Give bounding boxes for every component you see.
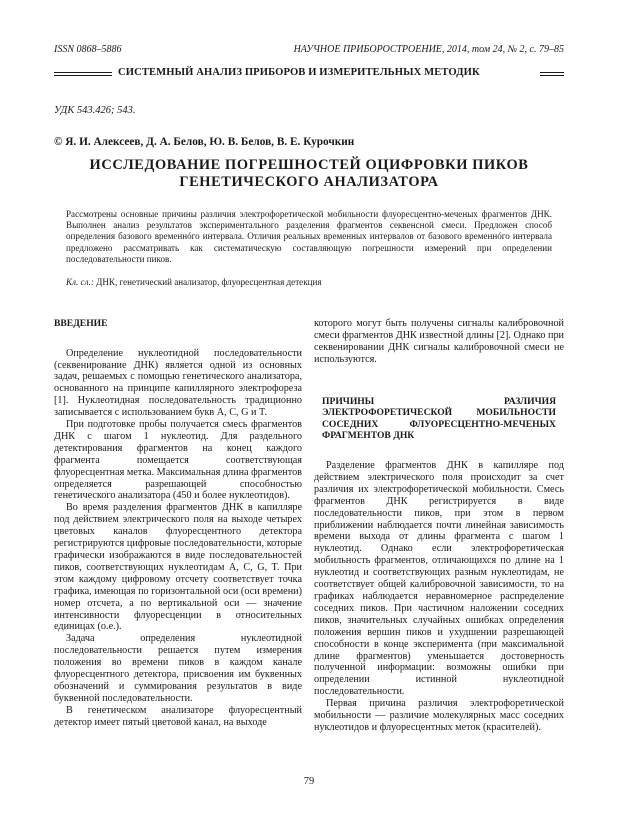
section-heading: ПРИЧИНЫ РАЗЛИЧИЯ ЭЛЕКТРОФОРЕТИЧЕСКОЙ МОБИЛЬНОСТИ СОСЕДНИХ ФЛУОРЕСЦЕНТНО-МЕЧЕНЫХ ФРАГМЕНТОВ ДНК — [322, 395, 556, 442]
issn-header: ISSN 0868–5886 — [54, 44, 122, 55]
section-rule-left-top — [54, 72, 112, 73]
keywords-text: ДНК, генетический анализатор, флуоресцентная детекция — [96, 277, 322, 287]
udk-code: УДК 543.426; 543. — [54, 105, 136, 116]
paragraph: В генетическом анализаторе флуоресцентный детектор имеет пятый цветовой канал, на выходе — [54, 704, 302, 728]
paragraph: Определение нуклеотидной последовательности (секвенирование ДНК) является одной из основных задач, решаемых с помощью генетического анализатора, основанного на принципе капиллярного электрофореза [1]. Нуклеотидная последовательность традиционно записывается с использованием букв A, C, G и T. — [54, 347, 302, 419]
section-title: СИСТЕМНЫЙ АНАЛИЗ ПРИБОРОВ И ИЗМЕРИТЕЛЬНЫХ МЕТОДИК — [118, 67, 480, 78]
keywords-label: Кл. сл.: — [66, 277, 94, 287]
paragraph-continuation: которого могут быть получены сигналы калибровочной смеси фрагментов ДНК известной длины [2]. Однако при секвенировании ДНК сигналы калибровочной смеси не используются. — [314, 318, 564, 365]
keywords — [66, 277, 552, 288]
paragraph: Первая причина различия электрофоретической мобильности — различие молекулярных масс соседних нуклеотидов и флуоресцентных меток (красителей). — [314, 698, 564, 733]
article-title: ИССЛЕДОВАНИЕ ПОГРЕШНОСТЕЙ ОЦИФРОВКИ ПИКОВ ГЕНЕТИЧЕСКОГО АНАЛИЗАТОРА — [89, 157, 529, 190]
journal-header: НАУЧНОЕ ПРИБОРОСТРОЕНИЕ, 2014, том 24, № 2, с. 79–85 — [293, 44, 564, 55]
section-rule-right-top — [540, 72, 564, 73]
section-rule-left-bottom — [54, 75, 112, 76]
intro-heading: ВВЕДЕНИЕ — [54, 318, 108, 329]
right-column — [314, 318, 564, 734]
paragraph: Разделение фрагментов ДНК в капилляре под действием электрического поля происходит за счет различия их электрофоретической мобильности. Смесь фрагментов ДНК регистрируется в виде последовательности пиков, при этом в первом приближении наблюдается почти линейная зависимость времени выхода от длины фрагмента с шагом 1 нуклеотид. Однако если электрофоретическая мобильность фрагментов, отличающихся по длине на 1 нуклеотид и соответствующих разным нуклеотидам, не соответствует общей калибровочной зависимости, то на графиках наблюдается неравномерное распределение соседних пиков. При частичном наложении соседних пиков, значительных случайных ошибках определения положения вершин пиков и ухудшении разрешающей способности в конце эксперимента (при максимальной длине фрагментов) уменьшается достоверность полученной информации: возможны ошибки при определении истинной нуклеотидной последовательности. — [314, 460, 564, 698]
paragraph: Во время разделения фрагментов ДНК в капилляре под действием электрического поля на выходе четырех цветовых каналов флуоресцентного детектора регистрируются цифровые последовательности, которые графически изображаются в виде последовательностей пиков, соответствующих нуклеотидам A, C, G, T. При этом каждому цифровому отсчету соответствует точка графика, имеющая по горизонтальной оси (оси времени) номер отсчета, а по вертикальной оси — значение интенсивности флуоресценции в относительных единицах (о.е.). — [54, 502, 302, 633]
page-number: 79 — [303, 776, 315, 787]
left-column — [54, 318, 302, 729]
paragraph: Задача определения нуклеотидной последовательности решается путем измерения положения во времени пиков в каждом канале флуоресцентного детектора, присвоения им буквенных обозначений и суммирования результатов в виде буквенной последовательности. — [54, 633, 302, 704]
authors: © Я. И. Алексеев, Д. А. Белов, Ю. В. Белов, В. Е. Курочкин — [54, 136, 355, 148]
abstract: Рассмотрены основные причины различия электрофоретической мобильности флуоресцентно-меченых фрагментов ДНК. Выполнен анализ результатов экспериментального разделения фрагментов секвенсной смеси. Предложен способ определения базового временнóго интервала. Отличия реальных временных интервалов от базового временнóго интервала предложено рассматривать как систематическую составляющую погрешности измерений при определении последовательности пиков. — [66, 209, 552, 264]
paragraph: При подготовке пробы получается смесь фрагментов ДНК с шагом 1 нуклеотид. Для раздельного детектирования фрагментов на конец каждого фрагмента помещается соответствующая флуоресцентная метка. Максимальная длина фрагментов определяется разрешающей способностью генетического анализатора (450 и более нуклеотидов). — [54, 419, 302, 502]
section-rule-right-bottom — [540, 75, 564, 76]
